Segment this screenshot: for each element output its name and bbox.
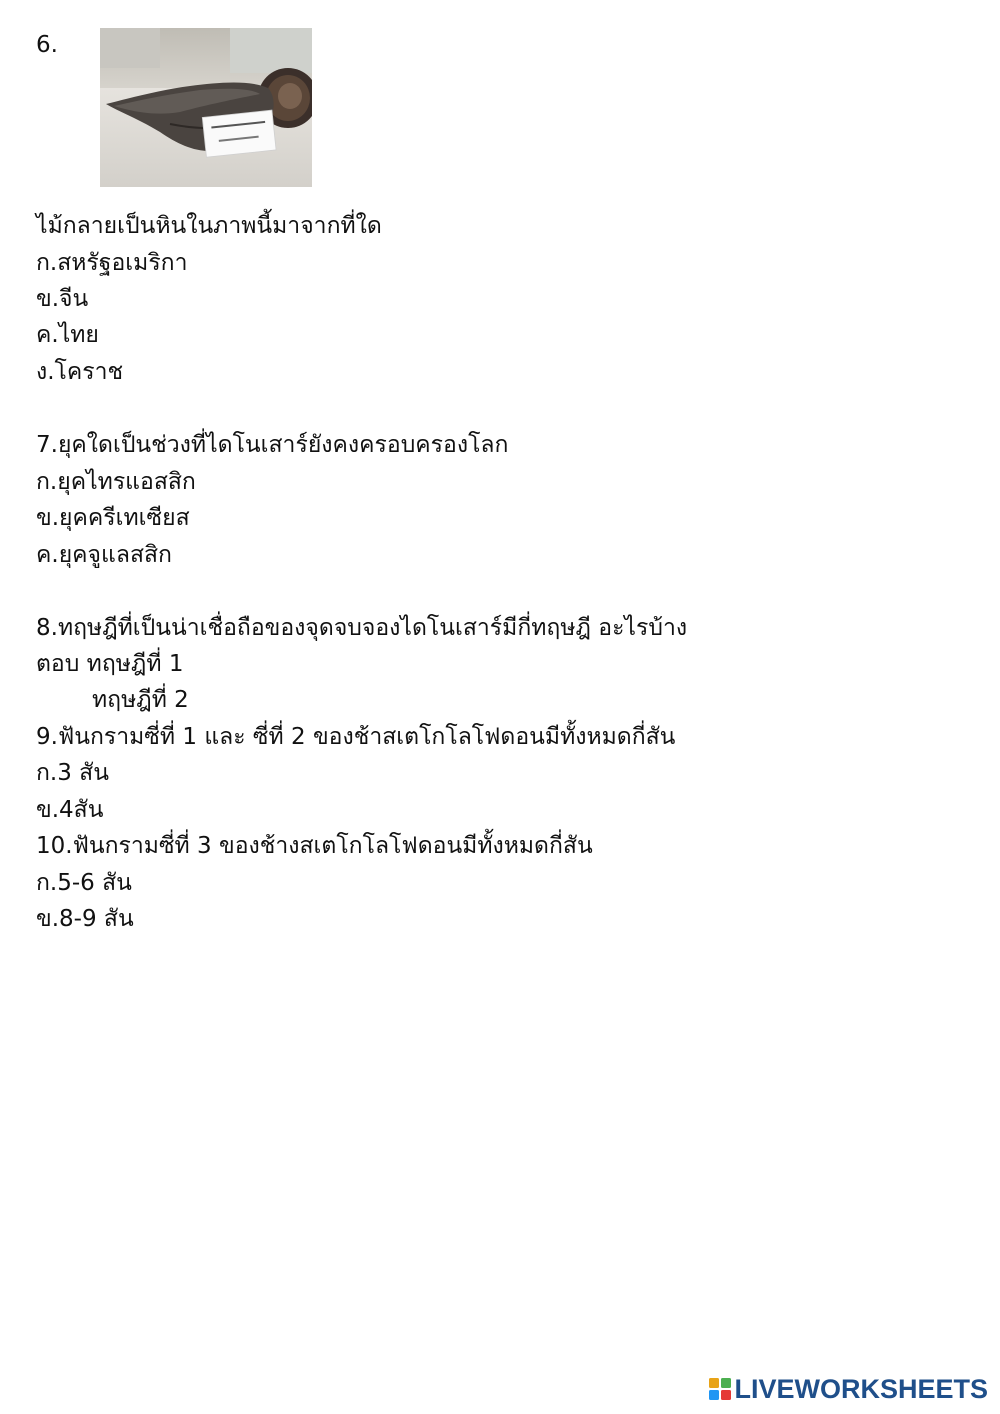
question-10-option-b: ข.8-9 สัน — [36, 906, 134, 932]
question-9-option-b: ข.4สัน — [36, 797, 104, 823]
question-8-answer-line-1: ตอบ ทฤษฎีที่ 1 — [36, 651, 184, 677]
question-6-option-c: ค.ไทย — [36, 322, 99, 348]
liveworksheets-logo-icon — [709, 1378, 731, 1400]
question-7-option-c: ค.ยุคจูแลสสิก — [36, 542, 172, 568]
question-9-option-a: ก.3 สัน — [36, 760, 109, 786]
petrified-wood-photo — [100, 28, 312, 187]
question-7-option-b: ข.ยุคครีเทเซียส — [36, 505, 190, 531]
question-6-option-d: ง.โคราช — [36, 359, 124, 385]
question-10-text: 10.ฟันกรามซี่ที่ 3 ของช้างสเตโกโลโฟดอนมีทั้งหมดกี่สัน — [36, 833, 593, 859]
question-6-number: 6. — [36, 32, 58, 58]
question-6-text: ไม้กลายเป็นหินในภาพนี้มาจากที่ใด — [36, 213, 382, 239]
liveworksheets-wordmark: LIVEWORKSHEETS — [734, 1374, 988, 1404]
question-9-text: 9.ฟันกรามซี่ที่ 1 และ ซี่ที่ 2 ของช้าสเตโกโลโฟดอนมีทั้งหมดกี่สัน — [36, 724, 676, 750]
question-8-answer-line-2: ทฤษฎีที่ 2 — [92, 687, 189, 713]
liveworksheets-brand — [709, 1374, 988, 1404]
question-7-option-a: ก.ยุคไทรแอสสิก — [36, 469, 196, 495]
question-8-text: 8.ทฤษฎีที่เป็นน่าเชื่อถือของจุดจบจองไดโนเสาร์มีกี่ทฤษฎี อะไรบ้าง — [36, 615, 688, 641]
question-6-option-a: ก.สหรัฐอเมริกา — [36, 250, 188, 276]
question-10-option-a: ก.5-6 สัน — [36, 870, 132, 896]
question-6-option-b: ข.จีน — [36, 286, 89, 312]
question-7-text: 7.ยุคใดเป็นช่วงที่ไดโนเสาร์ยังคงครอบครองโลก — [36, 432, 509, 458]
